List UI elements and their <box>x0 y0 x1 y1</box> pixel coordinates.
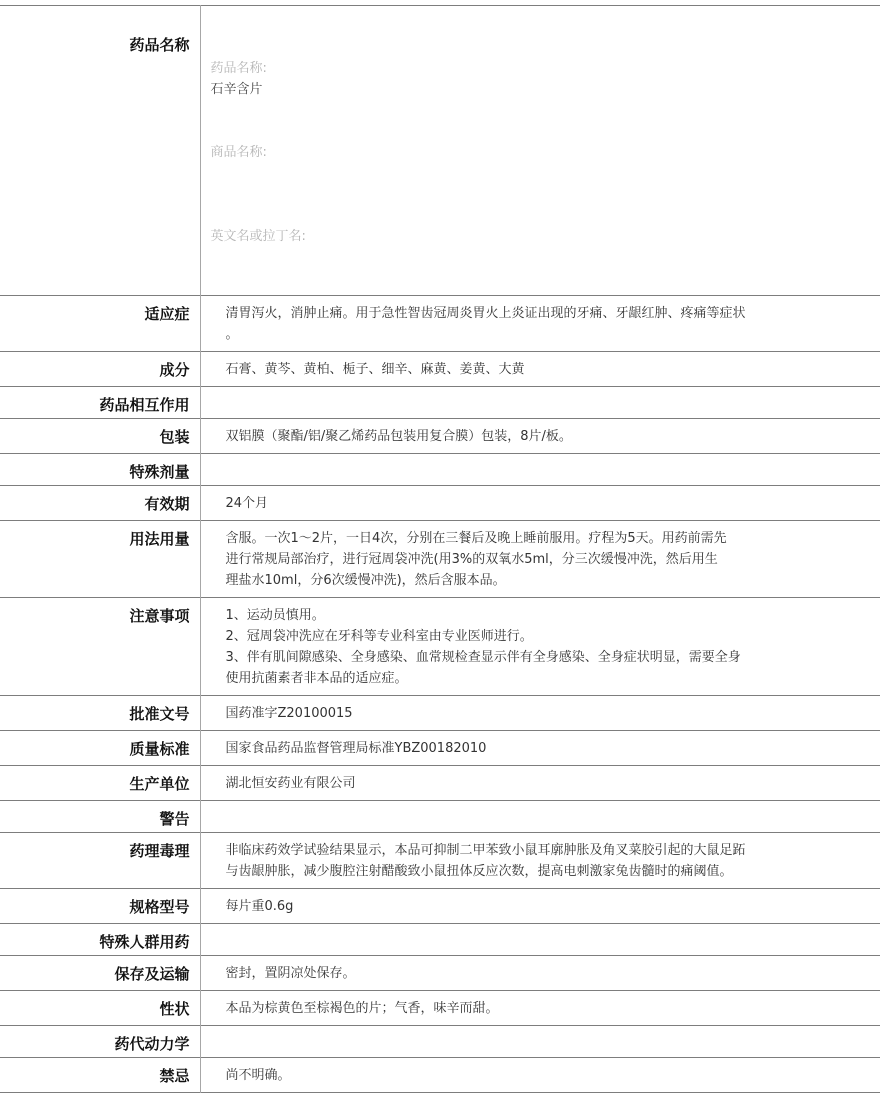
table-row <box>0 1058 880 1093</box>
row-label: 注意事项 <box>0 598 200 696</box>
table-row <box>0 731 880 766</box>
row-label: 药品相互作用 <box>0 387 200 419</box>
table-row <box>0 801 880 833</box>
row-label: 质量标准 <box>0 731 200 766</box>
row-value <box>200 387 880 419</box>
row-label: 规格型号 <box>0 889 200 924</box>
table-row <box>0 419 880 454</box>
row-value: 尚不明确。 <box>225 1068 291 1083</box>
table-row <box>0 696 880 731</box>
row-value: 国药准字Z20100015 <box>225 706 353 721</box>
name-value: 石辛含片 <box>210 82 263 97</box>
row-label: 性状 <box>0 991 200 1026</box>
row-value: 石膏、黄芩、黄柏、栀子、细辛、麻黄、姜黄、大黄 <box>225 362 525 377</box>
row-value: 密封，置阴凉处保存。 <box>225 966 356 981</box>
row-label: 批准文号 <box>0 696 200 731</box>
row-value: 每片重0.6g <box>225 899 294 914</box>
row-label: 保存及运输 <box>0 956 200 991</box>
row-value <box>200 454 880 486</box>
row-value: 湖北恒安药业有限公司 <box>225 776 356 791</box>
table-row <box>0 486 880 521</box>
row-value: 双铝膜（聚酯/铝/聚乙烯药品包装用复合膜）包装，8片/板。 <box>225 429 572 444</box>
row-value <box>200 924 880 956</box>
table-row <box>0 924 880 956</box>
row-label: 药理毒理 <box>0 833 200 889</box>
row-value <box>200 1026 880 1058</box>
table-row <box>0 296 880 352</box>
row-value: 1、运动员慎用。 2、冠周袋冲洗应在牙科等专业科室由专业医师进行。 3、伴有肌间隙感染、全身感染、血常规检查显示伴有全身感染、全身症状明显，需要全身 使用抗菌素者非本品的适应症。 <box>225 608 741 686</box>
row-value: 国家食品药品监督管理局标准YBZ00182010 <box>225 741 487 756</box>
name-key: 商品名称: <box>210 145 267 160</box>
row-value <box>200 6 880 296</box>
row-label: 药代动力学 <box>0 1026 200 1058</box>
row-value: 本品为棕黄色至棕褐色的片；气香，味辛而甜。 <box>225 1001 499 1016</box>
table-row <box>0 833 880 889</box>
row-label: 成分 <box>0 352 200 387</box>
row-label: 特殊人群用药 <box>0 924 200 956</box>
table-row <box>0 766 880 801</box>
row-label: 用法用量 <box>0 521 200 598</box>
row-value: 非临床药效学试验结果显示，本品可抑制二甲苯致小鼠耳廓肿胀及角叉菜胶引起的大鼠足跖 与齿龈肿胀，减少腹腔注射醋酸致小鼠扭体反应次数，提高电刺激家兔齿髓时的痛阈值。 <box>225 843 746 879</box>
name-key: 英文名或拉丁名: <box>210 229 306 244</box>
table-row <box>0 352 880 387</box>
row-label: 包装 <box>0 419 200 454</box>
row-label: 生产单位 <box>0 766 200 801</box>
name-line-english <box>211 205 873 268</box>
table-row <box>0 889 880 924</box>
table-row <box>0 454 880 486</box>
table-row <box>0 956 880 991</box>
drug-info-table <box>0 5 880 1093</box>
row-value: 含服。一次1～2片，一日4次，分别在三餐后及晚上睡前服用。疗程为5天。用药前需先 进行常规局部治疗，进行冠周袋冲洗(用3%的双氧水5ml，分三次缓慢冲洗，然后用生 理盐水10ml，分6次缓慢冲洗)，然后含服本品。 <box>225 531 727 588</box>
table-row <box>0 521 880 598</box>
row-drug-name <box>0 6 880 296</box>
name-line-trade <box>211 121 873 184</box>
row-label: 警告 <box>0 801 200 833</box>
row-label: 禁忌 <box>0 1058 200 1093</box>
table-row <box>0 387 880 419</box>
row-label: 适应症 <box>0 296 200 352</box>
row-label: 药品名称 <box>0 6 200 296</box>
table-row <box>0 598 880 696</box>
row-label: 特殊剂量 <box>0 454 200 486</box>
table-row <box>0 1026 880 1058</box>
row-value: 24个月 <box>225 496 269 511</box>
table-row <box>0 991 880 1026</box>
row-label: 有效期 <box>0 486 200 521</box>
name-line-generic <box>211 37 873 100</box>
row-value: 清胃泻火，消肿止痛。用于急性智齿冠周炎胃火上炎证出现的牙痛、牙龈红肿、疼痛等症状 。 <box>225 306 746 342</box>
name-key: 药品名称: <box>210 61 267 76</box>
row-value <box>200 801 880 833</box>
